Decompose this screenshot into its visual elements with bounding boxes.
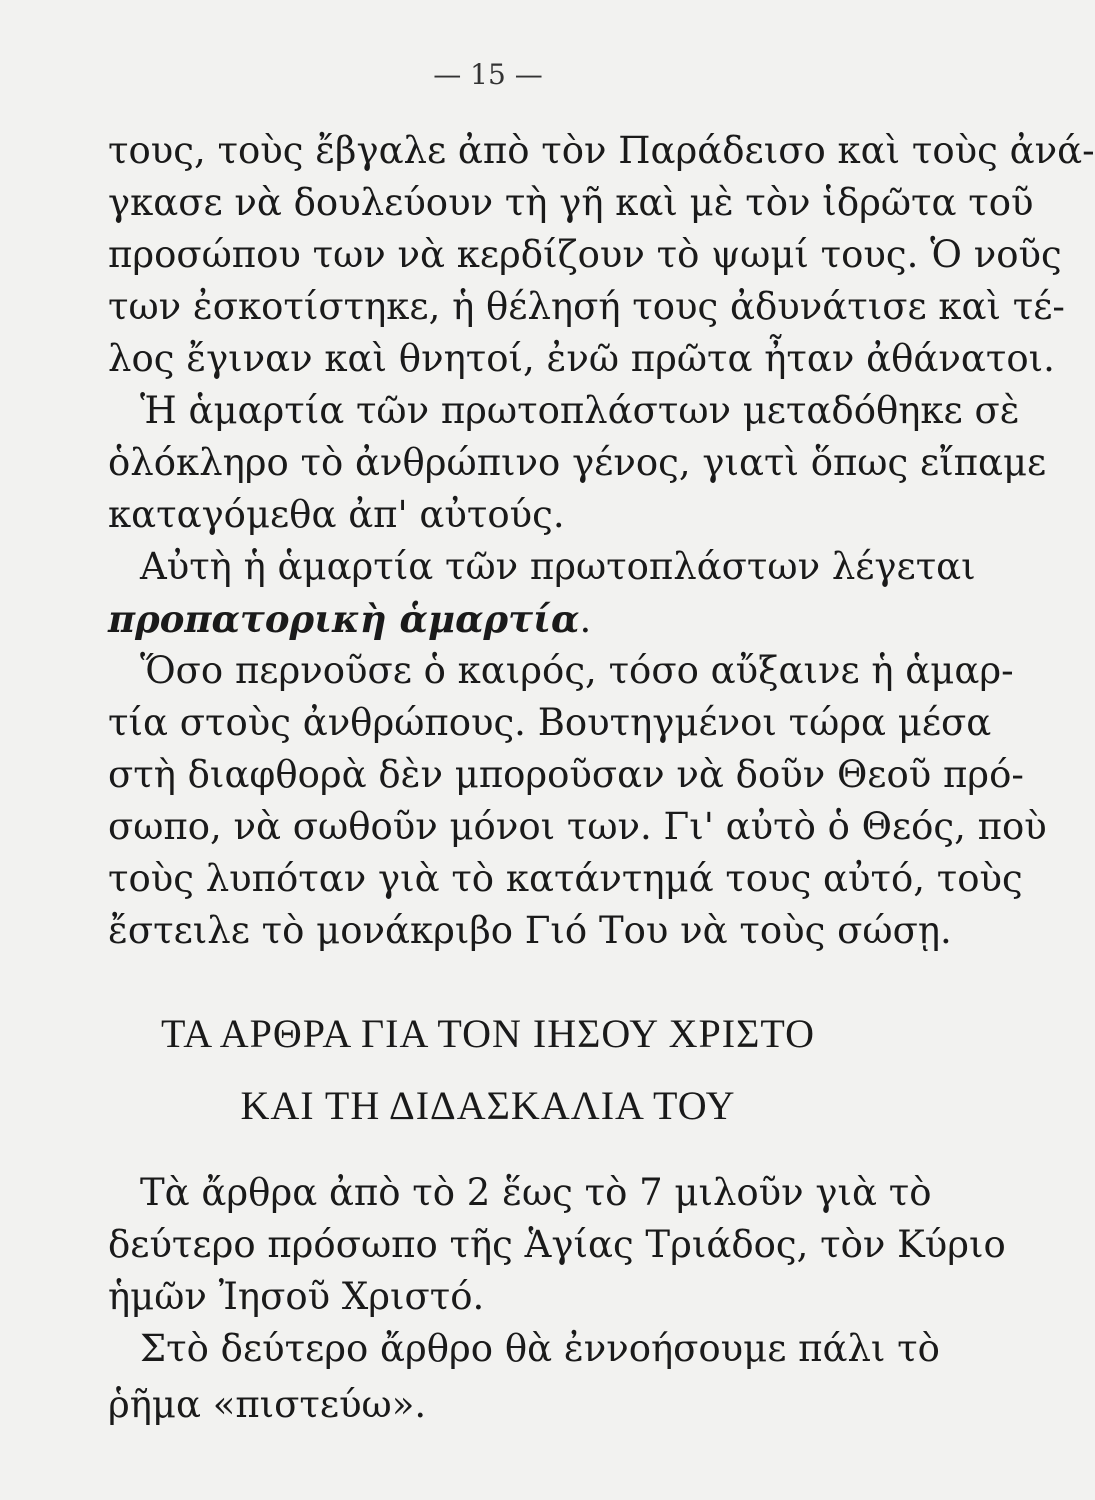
text-line: ἡμῶν Ἰησοῦ Χριστό. [108, 1275, 485, 1318]
text-line: λος ἔγιναν καὶ θνητοί, ἐνῶ πρῶτα ἦταν ἀθάνατοι. [108, 337, 1055, 380]
text-line: Αὐτὴ ἡ ἁμαρτία τῶν πρωτοπλάστων λέγεται [140, 545, 976, 588]
text-line: γκασε νὰ δουλεύουν τὴ γῆ καὶ μὲ τὸν ἱδρῶτα τοῦ [108, 181, 1034, 224]
page-number: — 15 — [433, 58, 543, 91]
text-line: των ἐσκοτίστηκε, ἡ θέλησή τους ἀδυνάτισε καὶ τέ- [108, 285, 1065, 328]
text-line: δεύτερο πρόσωπο τῆς Ἁγίας Τριάδος, τὸν Κύριο [108, 1223, 1006, 1266]
text-line: ὁλόκληρο τὸ ἀνθρώπινο γένος, γιατὶ ὅπως εἴπαμε [108, 441, 1047, 484]
text-line: σωπο, νὰ σωθοῦν μόνοι των. Γι' αὐτὸ ὁ Θεός, ποὺ [108, 805, 1047, 848]
period: . [579, 598, 592, 641]
section-heading-line2: ΚΑΙ ΤΗ ΔΙΔΑΣΚΑΛΙΑ ΤΟΥ [240, 1083, 736, 1128]
text-line: Στὸ δεύτερο ἄρθρο θὰ ἐννοήσουμε πάλι τὸ [140, 1327, 940, 1370]
text-line: ἔστειλε τὸ μονάκριβο Γιό Του νὰ τοὺς σώσῃ. [108, 909, 952, 952]
text-line [108, 596, 848, 643]
text-line: Τὰ ἄρθρα ἀπὸ τὸ 2 ἕως τὸ 7 μιλοῦν γιὰ τὸ [140, 1171, 932, 1214]
text-line: ῥῆμα «πιστεύω». [108, 1383, 427, 1426]
text-line: Ὅσο περνοῦσε ὁ καιρός, τόσο αὔξαινε ἡ ἁμαρ- [140, 649, 1014, 692]
text-line: Ἡ ἁμαρτία τῶν πρωτοπλάστων μεταδόθηκε σὲ [140, 389, 1020, 432]
section-heading-line1: ΤΑ ΑΡΘΡΑ ΓΙΑ ΤΟΝ ΙΗΣΟΥ ΧΡΙΣΤΟ [160, 1011, 816, 1056]
emphasized-term: προπατορικὴ ἁμαρτία [108, 597, 580, 641]
text-line: τους, τοὺς ἔβγαλε ἀπὸ τὸν Παράδεισο καὶ τοὺς ἀνά- [108, 129, 1095, 172]
text-line: καταγόμεθα ἀπ' αὐτούς. [108, 493, 565, 536]
text-line: τία στοὺς ἀνθρώπους. Βουτηγμένοι τώρα μέσα [108, 701, 992, 744]
text-line: στὴ διαφθορὰ δὲν μποροῦσαν νὰ δοῦν Θεοῦ πρό- [108, 753, 1024, 796]
text-line: τοὺς λυπόταν γιὰ τὸ κατάντημά τους αὐτό, τοὺς [108, 857, 1023, 900]
text-line: προσώπου των νὰ κερδίζουν τὸ ψωμί τους. Ὁ νοῦς [108, 233, 1062, 276]
